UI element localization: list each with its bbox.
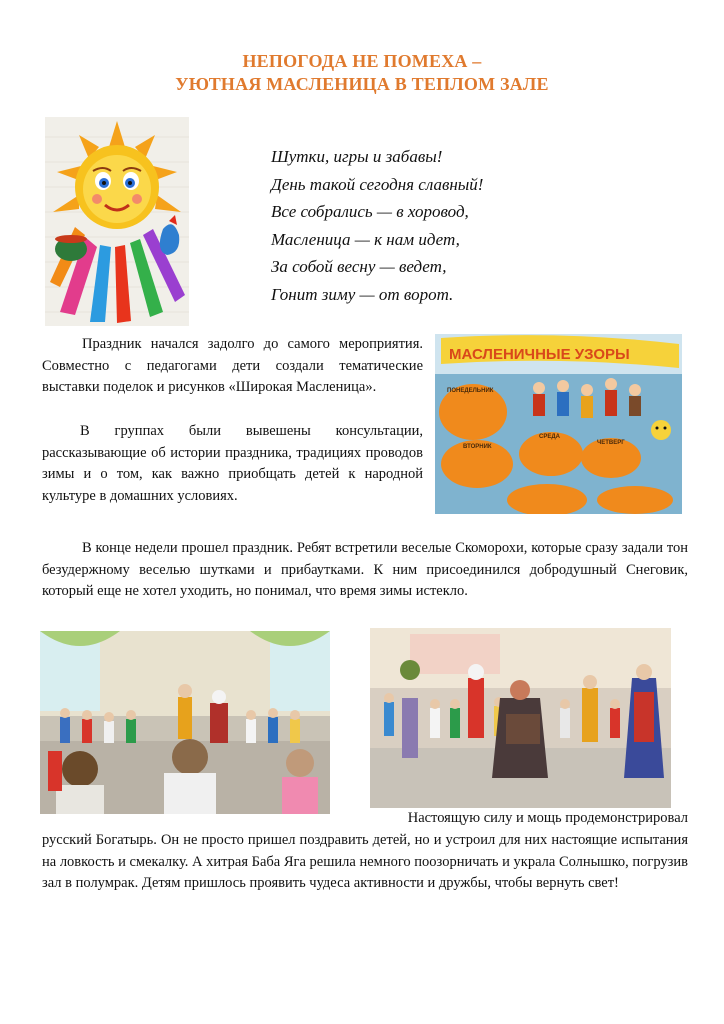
paragraph-bogatyr-start: Настоящую силу и мощь продемонстрировал xyxy=(407,810,688,826)
poem-line: Гонит зиму — от ворот. xyxy=(271,284,454,304)
poem-line: За собой весну — ведет, xyxy=(271,257,447,276)
exhibit-tuesday-label: ВТОРНИК xyxy=(463,444,492,450)
dance-photo xyxy=(40,631,330,814)
paragraph-consultations: В группах были вывешены консультации, рассказывающие об истории праздника, традициях проводов зимы и о том, как важно приобщать детей к народной культуре в домашних условиях. xyxy=(42,423,423,504)
exhibit-banner-text: МАСЛЕНИЧНЫЕ УЗОРЫ xyxy=(449,346,630,363)
paragraph-holiday: В конце недели прошел праздник. Ребят встретили веселые Скоморохи, которые сразу задали тон безудержному веселью шутками и прибаутками. К ним присоединился добродушный Снеговик, который еще не хотел уходить, но понимал, что время зимы истекло. xyxy=(42,540,688,600)
poem-line: Все собрались — в хоровод, xyxy=(271,202,469,221)
sun-illustration xyxy=(45,117,189,326)
page-title xyxy=(40,50,684,96)
poem-line: День такой сегодня славный! xyxy=(271,174,484,194)
exhibit-wall-photo xyxy=(435,334,682,514)
exhibit-wednesday-label: СРЕДА xyxy=(539,434,560,440)
title-line-2: УЮТНАЯ МАСЛЕНИЦА В ТЕПЛОМ ЗАЛЕ xyxy=(175,74,549,94)
exhibit-thursday-label: ЧЕТВЕРГ xyxy=(597,440,625,446)
exhibit-monday-label: ПОНЕДЕЛЬНИК xyxy=(447,388,494,394)
poem xyxy=(271,143,591,308)
characters-photo xyxy=(370,628,671,808)
poem-line: Шутки, игры и забавы! xyxy=(271,147,443,166)
poem-line: Масленица — к нам идет, xyxy=(271,229,460,249)
title-line-1: НЕПОГОДА НЕ ПОМЕХА – xyxy=(242,51,482,71)
paragraph-exhibitions: Праздник начался задолго до самого мероприятия. Совместно с педагогами дети создали тематические выставки поделок и рисунков «Широкая Масленица». xyxy=(42,336,423,396)
paragraph-bogatyr: русский Богатырь. Он не просто пришел поздравить детей, но и устроил для них настоящие испытания на ловкость и смекалку. А хитрая Баба Яга решила немного поозорничать и украла Солнышко, погрузив зал в полумрак. Детям пришлось проявить чудеса активности и дружбы, чтобы вернуть свет! xyxy=(42,832,688,892)
